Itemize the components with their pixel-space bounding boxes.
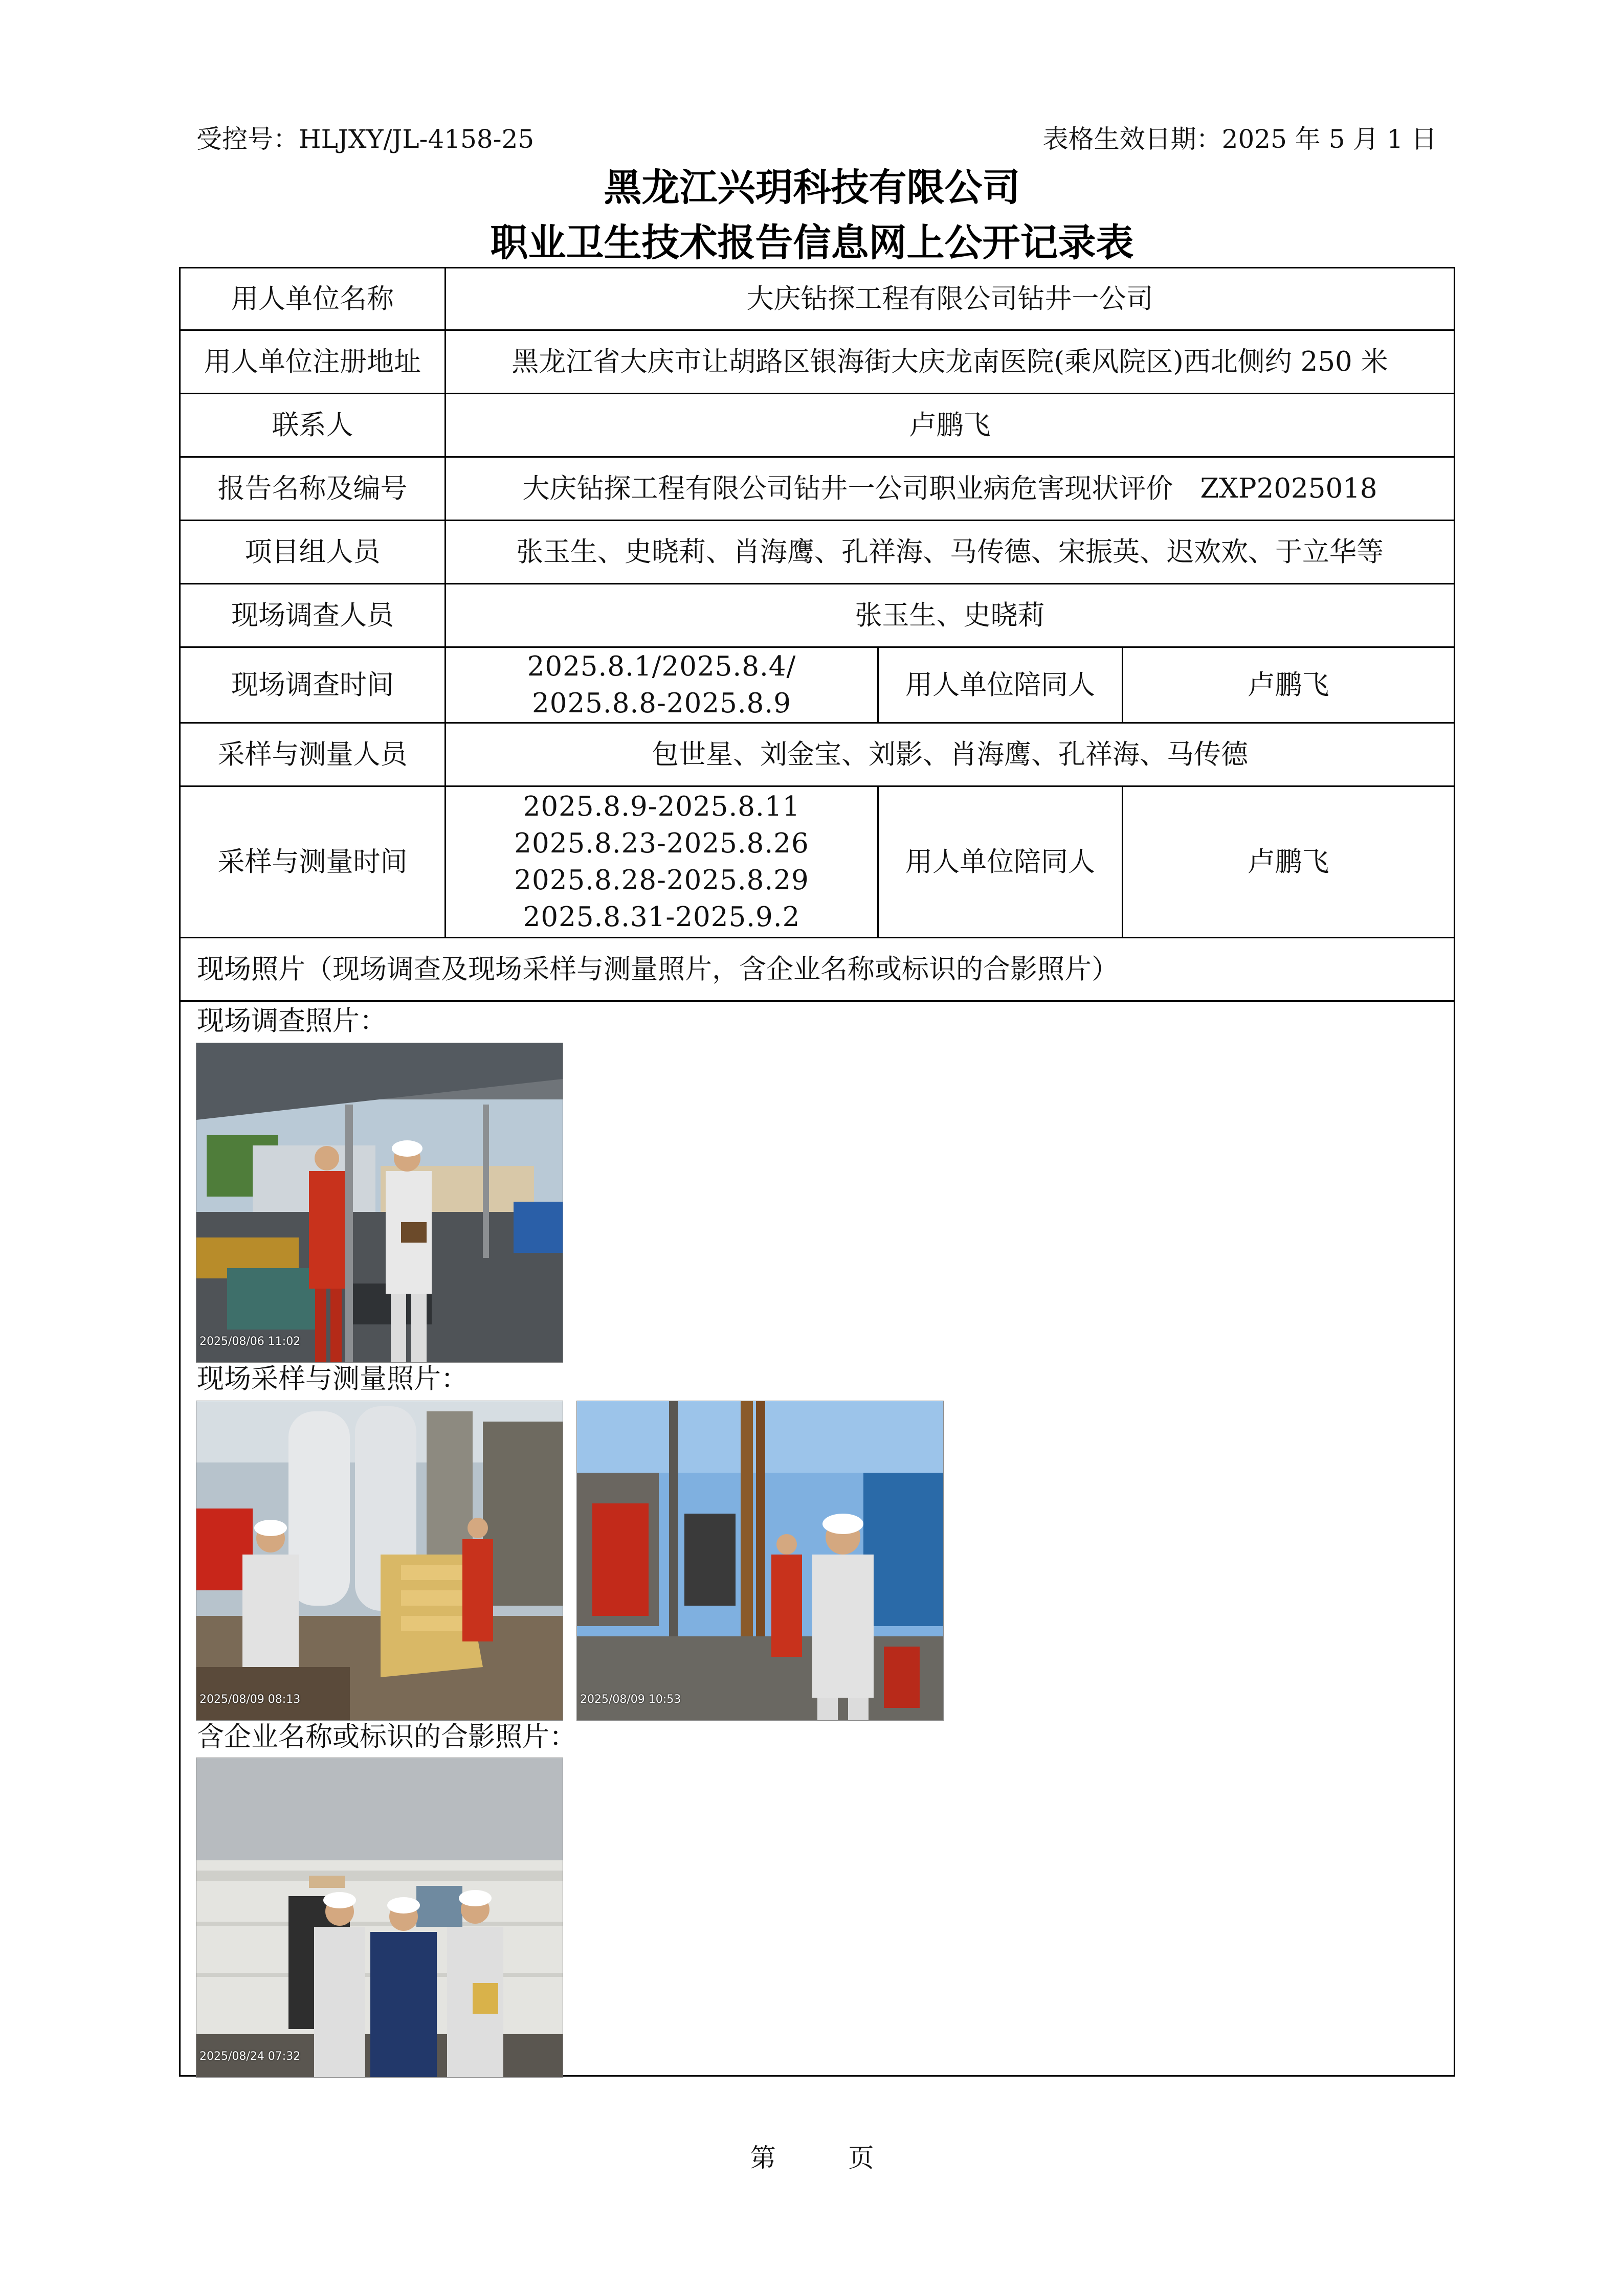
- row-report: [180, 457, 1455, 521]
- label-employer-address: 用人单位注册地址: [180, 330, 446, 394]
- row-sampling-staff: [180, 723, 1455, 786]
- label-contact: 联系人: [180, 394, 446, 457]
- group-photo-label: 含企业名称或标识的合影照片：: [197, 1721, 576, 1752]
- value-team: 张玉生、史晓莉、肖海鹰、孔祥海、马传德、宋振英、迟欢欢、于立华等: [446, 521, 1455, 584]
- survey-photo-timestamp: 2025/08/06 11:02: [199, 1335, 301, 1348]
- sampling-time-line-1: 2025.8.9-2025.8.11: [523, 791, 800, 822]
- label-sampling-staff: 采样与测量人员: [180, 723, 446, 786]
- sampling-time-line-3: 2025.8.28-2025.8.29: [514, 864, 809, 896]
- value-survey-companion: 卢鹏飞: [1123, 647, 1455, 723]
- survey-photo-label: 现场调查照片：: [197, 1005, 387, 1037]
- page-label-left: 第: [750, 2143, 776, 2173]
- label-employer-name: 用人单位名称: [180, 268, 446, 330]
- label-team: 项目组人员: [180, 521, 446, 584]
- sampling-photo-1-timestamp: 2025/08/09 08:13: [199, 1693, 301, 1706]
- row-contact: [180, 394, 1455, 457]
- value-survey-staff: 张玉生、史晓莉: [446, 584, 1455, 647]
- sampling-photo-2-timestamp: 2025/08/09 10:53: [580, 1693, 681, 1706]
- value-sampling-companion: 卢鹏飞: [1123, 786, 1455, 938]
- photos-heading: 现场照片（现场调查及现场采样与测量照片，含企业名称或标识的合影照片）: [180, 938, 1455, 1001]
- record-table: [179, 267, 1455, 2077]
- row-team: [180, 521, 1455, 584]
- value-survey-time: [446, 647, 878, 723]
- control-number: 受控号：HLJXY/JL-4158-25: [196, 124, 535, 154]
- label-survey-time: 现场调查时间: [180, 647, 446, 723]
- group-photo: [196, 1758, 563, 2078]
- value-sampling-time: [446, 786, 878, 938]
- survey-photo-image: [196, 1043, 563, 1362]
- row-survey-time: [180, 647, 1455, 723]
- value-employer-address: 黑龙江省大庆市让胡路区银海街大庆龙南医院(乘风院区)西北侧约 250 米: [446, 330, 1455, 394]
- label-sampling-time: 采样与测量时间: [180, 786, 446, 938]
- photos-cell: [180, 1001, 1455, 2076]
- row-survey-staff: [180, 584, 1455, 647]
- page-footer: [0, 2137, 1624, 2174]
- sampling-photo-label: 现场采样与测量照片：: [197, 1363, 468, 1394]
- group-photo-timestamp: 2025/08/24 07:32: [199, 2050, 301, 2063]
- value-report: 大庆钻探工程有限公司钻井一公司职业病危害现状评价 ZXP2025018: [446, 457, 1455, 521]
- row-employer-address: [180, 330, 1455, 394]
- survey-time-line-1: 2025.8.1/2025.8.4/: [527, 650, 796, 682]
- survey-time-line-2: 2025.8.8-2025.8.9: [532, 687, 791, 719]
- row-employer-name: [180, 268, 1455, 330]
- row-photos-heading: [180, 938, 1455, 1001]
- sampling-photo-1-image: [196, 1401, 563, 1720]
- value-employer-name: 大庆钻探工程有限公司钻井一公司: [446, 268, 1455, 330]
- row-sampling-time: [180, 786, 1455, 938]
- label-survey-companion: 用人单位陪同人: [878, 647, 1123, 723]
- form-title: 职业卫生技术报告信息网上公开记录表: [490, 221, 1134, 265]
- page-label-right: 页: [848, 2143, 874, 2173]
- label-survey-staff: 现场调查人员: [180, 584, 446, 647]
- survey-photo: [196, 1043, 563, 1363]
- label-sampling-companion: 用人单位陪同人: [878, 786, 1123, 938]
- effective-date: 表格生效日期：2025 年 5 月 1 日: [1042, 124, 1437, 154]
- sampling-photo-1: [196, 1401, 563, 1721]
- row-photos: [180, 1001, 1455, 2076]
- group-photo-image: [196, 1758, 563, 2077]
- sampling-time-line-2: 2025.8.23-2025.8.26: [514, 827, 809, 859]
- value-sampling-staff: 包世星、刘金宝、刘影、肖海鹰、孔祥海、马传德: [446, 723, 1455, 786]
- label-report: 报告名称及编号: [180, 457, 446, 521]
- sampling-time-line-4: 2025.8.31-2025.9.2: [523, 901, 800, 933]
- value-contact: 卢鹏飞: [446, 394, 1455, 457]
- company-title: 黑龙江兴玥科技有限公司: [604, 166, 1020, 210]
- sampling-photo-2: [576, 1401, 944, 1721]
- sampling-photo-2-image: [577, 1401, 943, 1720]
